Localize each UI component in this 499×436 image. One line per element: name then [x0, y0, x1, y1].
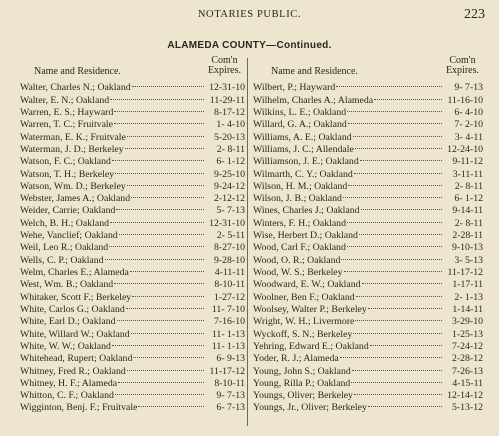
dot-leader — [368, 398, 442, 410]
notary-name-residence: Welm, Charles E.; Alameda — [20, 267, 129, 278]
dot-leader — [126, 300, 204, 312]
right-column — [253, 55, 483, 414]
notary-name-residence: Watson, T. H.; Berkeley — [20, 168, 115, 180]
commission-expiry-date: 2-28-12 — [451, 353, 483, 365]
commission-expiry-date: 9-10-13 — [451, 242, 483, 254]
notary-name-residence: Wise, Herbert D.; Oakland — [253, 230, 358, 242]
notary-name-residence: Winters, F. H.; Oakland — [253, 217, 346, 229]
dot-leader — [353, 324, 442, 336]
dot-leader — [119, 226, 204, 238]
dot-leader — [341, 250, 442, 262]
commission-expiry-date: 5-20-13 — [213, 131, 245, 143]
dot-leader — [116, 201, 204, 213]
commission-expiry-date: 7-24-12 — [451, 340, 483, 352]
notary-name-residence: Wigginton, Benj. F.; Fruitvale — [20, 402, 138, 414]
commission-expiry-date: 3-11-11 — [452, 168, 483, 180]
dot-leader — [112, 337, 204, 349]
notary-name-residence: Whitaker, Scott F.; Berkeley — [20, 291, 132, 303]
dot-leader — [353, 127, 442, 139]
commission-expiry-date: 6- 4-10 — [454, 106, 483, 118]
notary-name-residence: Williams, J. C.; Allendale — [253, 143, 354, 155]
dot-leader — [354, 386, 442, 398]
notary-name-residence: Youngs, Oliver; Berkeley — [253, 390, 353, 402]
commission-expiry-date: 8-10-11 — [214, 377, 245, 389]
notary-name-residence: Warren, T. C.; Fruitvale — [20, 119, 113, 131]
dot-leader — [114, 275, 204, 287]
section-title: ALAMEDA COUNTY—Continued. — [167, 40, 332, 51]
dot-leader — [130, 263, 204, 275]
dot-leader — [360, 152, 442, 164]
notary-name-residence: Woodward, E. W.; Oakland — [253, 279, 361, 291]
commission-expiry-date: 1-17-11 — [452, 279, 483, 291]
notary-name-residence: Wood, O. R.; Oakland — [253, 254, 341, 266]
commission-expiry-date: 5-13-12 — [451, 402, 483, 414]
commission-expiry-date: 2-12-12 — [213, 193, 245, 205]
dot-leader — [336, 78, 442, 90]
notary-name-residence: Whitney, H. F.; Alameda — [20, 377, 118, 389]
dot-leader — [344, 263, 442, 275]
commission-expiry-date: 8-27-10 — [213, 242, 245, 254]
commission-expiry-date: 9-28-10 — [213, 254, 245, 266]
dot-leader — [109, 238, 204, 250]
dot-leader — [133, 349, 204, 361]
name-residence-header: Name and Residence. — [271, 66, 358, 77]
notary-name-residence: White, Carlos G.; Oakland — [20, 303, 125, 315]
running-head — [0, 7, 499, 23]
notary-name-residence: Yoder, R. J.; Alameda — [253, 353, 339, 365]
dot-leader — [347, 238, 442, 250]
notary-name-residence: Warren, E. S.; Hayward — [20, 106, 114, 118]
dot-leader — [352, 361, 442, 373]
notary-name-residence: Wilmarth, C. Y.; Oakland — [253, 168, 353, 180]
dot-leader — [348, 177, 442, 189]
dot-leader — [115, 386, 204, 398]
commission-expiry-date: 11-29-11 — [209, 94, 245, 106]
dot-leader — [110, 213, 204, 225]
notary-name-residence: Williamson, J. E.; Oakland — [253, 156, 359, 168]
notary-name-residence: West, Wm. B.; Oakland — [20, 279, 114, 291]
column-header — [20, 56, 245, 78]
notary-name-residence: Woolsey, Walter P.; Berkeley — [253, 303, 367, 315]
dot-leader — [362, 275, 442, 287]
dot-leader — [127, 127, 204, 139]
entry-row — [253, 78, 483, 94]
commission-expiry-date: 2- 8-11 — [454, 180, 483, 192]
notary-name-residence: White, Willard W.; Oakland — [20, 328, 130, 340]
dot-leader — [347, 103, 442, 115]
notary-name-residence: White, W. W.; Oakland — [20, 340, 111, 352]
dot-leader — [138, 398, 204, 410]
commission-expiry-date: 2- 5-11 — [216, 230, 245, 242]
dot-leader — [127, 177, 204, 189]
dot-leader — [115, 164, 204, 176]
dot-leader — [132, 287, 204, 299]
commission-expiry-date: 12-31-10 — [209, 82, 245, 94]
notary-name-residence: White, Earl D.; Oakland — [20, 316, 116, 328]
expires-label: Expires. — [445, 65, 479, 76]
commission-expiry-date: 12-14-12 — [447, 390, 483, 402]
notary-name-residence: Walter, Charles N.; Oakland — [20, 82, 131, 94]
notary-name-residence: Wines, Charles J.; Oakland — [253, 205, 360, 217]
commission-expiry-date: 11- 7-10 — [211, 303, 245, 315]
notary-name-residence: Wehe, Vanclief; Oakland — [20, 230, 118, 242]
commission-expiry-date: 7-26-13 — [451, 365, 483, 377]
commission-expiry-date: 11- 1-13 — [211, 340, 245, 352]
commission-expiry-date: 9-25-10 — [213, 168, 245, 180]
notary-name-residence: Whitehead, Rupert; Oakland — [20, 353, 133, 365]
dot-leader — [127, 361, 204, 373]
dot-leader — [112, 152, 204, 164]
notary-name-residence: Whitney, Fred R.; Oakland — [20, 365, 126, 377]
commission-expiry-date: 4-15-11 — [452, 377, 483, 389]
commission-expiry-date: 3- 4-11 — [454, 131, 483, 143]
commission-label: Com'n — [449, 55, 476, 66]
dot-leader — [117, 312, 205, 324]
notary-name-residence: Wilkins, L. E.; Oakland — [253, 106, 347, 118]
dot-leader — [351, 374, 442, 386]
commission-expiry-date: 2- 8-11 — [216, 143, 245, 155]
dot-leader — [355, 312, 442, 324]
commission-expiry-date: 2-28-11 — [452, 230, 483, 242]
notary-name-residence: Waterman, E. K.; Fruitvale — [20, 131, 126, 143]
notary-name-residence: Willard, G. A.; Oakland — [253, 119, 347, 131]
notary-name-residence: Watson, Wm. D.; Berkeley — [20, 180, 126, 192]
notary-name-residence: Wells, C. P.; Oakland — [20, 254, 104, 266]
commission-expiry-date: 7-16-10 — [213, 316, 245, 328]
notary-name-residence: Williams, A. E.; Oakland — [253, 131, 352, 143]
commission-expiry-date: 1-25-13 — [451, 328, 483, 340]
commission-expiry-date: 2- 8-11 — [454, 217, 483, 229]
dot-leader — [355, 140, 442, 152]
notary-name-residence: Young, Rilla P.; Oakland — [253, 377, 351, 389]
dot-leader — [132, 78, 204, 90]
page-number: 223 — [464, 7, 485, 22]
entry-list — [20, 78, 245, 414]
commission-expiry-date: 6- 7-13 — [216, 402, 245, 414]
commission-expiry-date: 6- 9-13 — [216, 353, 245, 365]
dot-leader — [343, 189, 442, 201]
notary-name-residence: Waterman, J. D.; Berkeley — [20, 143, 124, 155]
notary-name-residence: Youngs, Jr., Oliver; Berkeley — [253, 402, 367, 414]
entry-list — [253, 78, 483, 414]
commission-expiry-date: 9-11-12 — [452, 156, 483, 168]
commission-expiry-date: 6- 1-12 — [454, 193, 483, 205]
commission-expiry-date: 3-29-10 — [451, 316, 483, 328]
dot-leader — [368, 300, 442, 312]
dot-leader — [118, 374, 204, 386]
notary-name-residence: Webster, James A.; Oakland — [20, 193, 131, 205]
commission-label: Com'n — [211, 55, 238, 66]
commission-expiry-date: 9-24-12 — [213, 180, 245, 192]
dot-leader — [110, 90, 204, 102]
dot-leader — [131, 324, 204, 336]
notary-name-residence: Wilson, H. M.; Oakland — [253, 180, 348, 192]
commission-expiry-date: 6- 1-12 — [216, 156, 245, 168]
notary-name-residence: Wood, W. S.; Berkeley — [253, 267, 343, 278]
notary-name-residence: Young, John S.; Oakland — [253, 365, 351, 377]
notary-name-residence: Weil, Leo R.; Oakland — [20, 242, 109, 254]
dot-leader — [340, 349, 442, 361]
notary-name-residence: Wilbert, P.; Hayward — [253, 82, 336, 94]
left-column — [20, 55, 245, 414]
dot-leader — [105, 250, 204, 262]
commission-expiry-date: 9- 7-13 — [216, 390, 245, 402]
dot-leader — [361, 201, 442, 213]
notary-name-residence: Walter, E. N.; Oakland — [20, 94, 110, 106]
commission-expiry-date: 9- 7-13 — [454, 82, 483, 94]
commission-expiry-date: 9-14-11 — [452, 205, 483, 217]
commission-expiry-date: 1- 4-10 — [216, 119, 245, 131]
commission-expiry-date: 11-17-12 — [209, 365, 245, 377]
commission-expiry-date: 8-10-11 — [214, 279, 245, 291]
commission-expiry-date: 12-31-10 — [209, 217, 245, 229]
notary-name-residence: Wilhelm, Charles A.; Alameda — [253, 94, 374, 106]
expires-header — [208, 56, 241, 76]
dot-leader — [370, 337, 442, 349]
notary-name-residence: Wyckoff, S. N.; Berkeley — [253, 328, 353, 340]
commission-expiry-date: 3- 5-13 — [454, 254, 483, 266]
commission-expiry-date: 1-27-12 — [213, 291, 245, 303]
commission-expiry-date: 11- 1-13 — [211, 328, 245, 340]
notary-name-residence: Woolner, Ben F.; Oakland — [253, 291, 355, 303]
commission-expiry-date: 7- 2-10 — [454, 119, 483, 131]
column-header — [253, 56, 483, 78]
dot-leader — [347, 213, 442, 225]
commission-expiry-date: 12-24-10 — [447, 143, 483, 155]
notary-name-residence: Wood, Carl F.; Oakland — [253, 242, 346, 254]
commission-expiry-date: 11-17-12 — [447, 267, 483, 278]
notary-name-residence: Welch, B. H.; Oakland — [20, 217, 109, 229]
notary-name-residence: Wright, W. H.; Livermore — [253, 316, 355, 328]
notary-name-residence: Weider, Carrie; Oakland — [20, 205, 116, 217]
dot-leader — [354, 164, 442, 176]
expires-header — [446, 56, 479, 76]
notary-name-residence: Whitton, C. F.; Oakland — [20, 390, 114, 402]
running-title: NOTARIES PUBLIC. — [197, 9, 302, 20]
name-residence-header: Name and Residence. — [34, 66, 121, 77]
dot-leader — [359, 226, 442, 238]
dot-leader — [114, 115, 204, 127]
notary-name-residence: Watson, F. C.; Oakland — [20, 156, 111, 168]
dot-leader — [374, 90, 442, 102]
commission-expiry-date: 11-16-10 — [447, 94, 483, 106]
commission-expiry-date: 5- 7-13 — [216, 205, 245, 217]
commission-expiry-date: 4-11-11 — [214, 267, 245, 278]
entry-row — [20, 78, 245, 94]
commission-expiry-date: 8-17-12 — [213, 106, 245, 118]
dot-leader — [356, 287, 442, 299]
dot-leader — [131, 189, 204, 201]
dot-leader — [125, 140, 204, 152]
notary-name-residence: Yehring, Edward E.; Oakland — [253, 340, 369, 352]
commission-expiry-date: 2- 1-13 — [454, 291, 483, 303]
expires-label: Expires. — [207, 65, 241, 76]
commission-expiry-date: 1-14-11 — [452, 303, 483, 315]
column-divider — [247, 58, 248, 426]
notary-name-residence: Wilson, J. B.; Oakland — [253, 193, 342, 205]
dot-leader — [114, 103, 204, 115]
dot-leader — [348, 115, 442, 127]
